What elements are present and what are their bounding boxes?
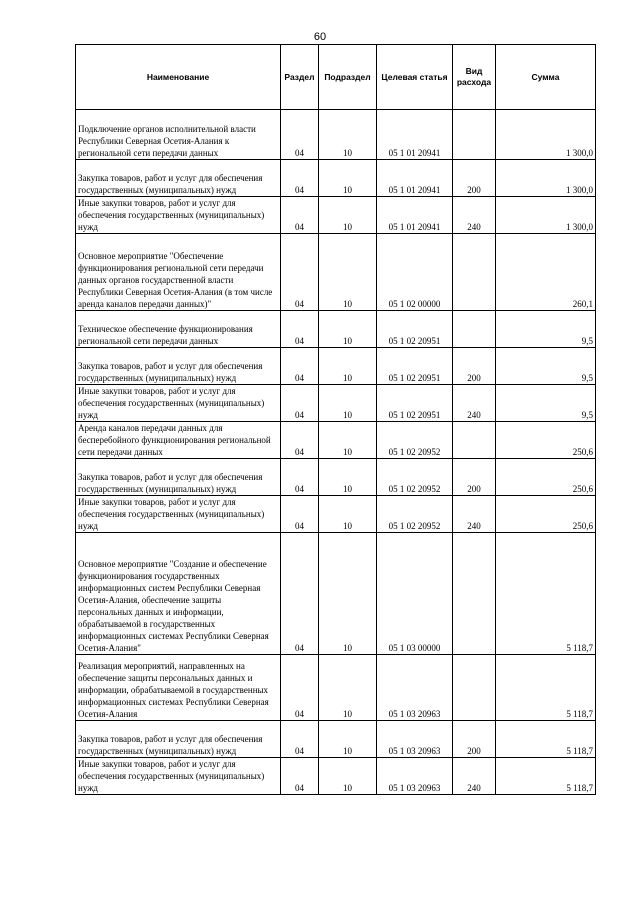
row-sum: 260,1 [496, 234, 596, 311]
table-row [76, 655, 596, 721]
row-vid [453, 655, 496, 721]
row-name: Закупка товаров, работ и услуг для обеспечения государственных (муниципальных) нужд [76, 459, 281, 496]
row-name: Иные закупки товаров, работ и услуг для обеспечения государственных (муниципальных) нужд [76, 385, 281, 422]
row-razdel: 04 [281, 197, 319, 234]
row-name: Подключение органов исполнительной власти Республики Северная Осетия-Алания к региональной сети передачи данных [76, 110, 281, 160]
row-sum: 250,6 [496, 422, 596, 459]
row-vid: 200 [453, 459, 496, 496]
row-name: Закупка товаров, работ и услуг для обеспечения государственных (муниципальных) нужд [76, 348, 281, 385]
header-target: Целевая статья [377, 45, 453, 110]
row-razdel: 04 [281, 496, 319, 533]
row-vid: 200 [453, 160, 496, 197]
table-row [76, 160, 596, 197]
row-podrazdel: 10 [319, 496, 377, 533]
row-name: Иные закупки товаров, работ и услуг для обеспечения государственных (муниципальных) нужд [76, 758, 281, 795]
row-podrazdel: 10 [319, 234, 377, 311]
row-target: 05 1 02 20952 [377, 496, 453, 533]
row-name: Закупка товаров, работ и услуг для обеспечения государственных (муниципальных) нужд [76, 160, 281, 197]
row-razdel: 04 [281, 160, 319, 197]
row-podrazdel: 10 [319, 311, 377, 348]
row-podrazdel: 10 [319, 721, 377, 758]
row-vid [453, 311, 496, 348]
row-razdel: 04 [281, 311, 319, 348]
row-name: Иные закупки товаров, работ и услуг для обеспечения государственных (муниципальных) нужд [76, 496, 281, 533]
row-vid: 200 [453, 721, 496, 758]
row-razdel: 04 [281, 758, 319, 795]
row-sum: 5 118,7 [496, 758, 596, 795]
row-razdel: 04 [281, 348, 319, 385]
row-podrazdel: 10 [319, 655, 377, 721]
row-target: 05 1 03 20963 [377, 758, 453, 795]
row-vid [453, 234, 496, 311]
row-target: 05 1 02 20951 [377, 348, 453, 385]
table-row [76, 348, 596, 385]
row-podrazdel: 10 [319, 197, 377, 234]
row-sum: 1 300,0 [496, 197, 596, 234]
row-sum: 1 300,0 [496, 160, 596, 197]
row-sum: 250,6 [496, 496, 596, 533]
row-podrazdel: 10 [319, 422, 377, 459]
row-target: 05 1 01 20941 [377, 160, 453, 197]
row-vid: 240 [453, 197, 496, 234]
table-row [76, 422, 596, 459]
row-vid [453, 533, 496, 655]
header-sum: Сумма [496, 45, 596, 110]
header-razdel: Раздел [281, 45, 319, 110]
header-row [76, 45, 596, 110]
row-target: 05 1 02 20952 [377, 459, 453, 496]
row-podrazdel: 10 [319, 160, 377, 197]
row-razdel: 04 [281, 533, 319, 655]
row-vid: 240 [453, 758, 496, 795]
table-row [76, 533, 596, 655]
row-name: Основное мероприятие "Создание и обеспечение функционирования государственных информационных систем Республики Северная Осетия-Алания, обеспечение защиты персональных данных и информации, обрабатываемой в государственных информационных системах Республики Северная Осетия-Алания" [76, 533, 281, 655]
row-target: 05 1 01 20941 [377, 197, 453, 234]
table-row [76, 234, 596, 311]
table-row [76, 197, 596, 234]
header-name: Наименование [76, 45, 281, 110]
table-row [76, 721, 596, 758]
row-name: Основное мероприятие "Обеспечение функционирования региональной сети передачи данных органов государственной власти Республики Северная Осетия-Алания (в том числе аренда каналов передачи данных)" [76, 234, 281, 311]
table-row [76, 385, 596, 422]
table-row [76, 110, 596, 160]
row-vid: 240 [453, 496, 496, 533]
row-vid: 240 [453, 385, 496, 422]
row-name: Закупка товаров, работ и услуг для обеспечения государственных (муниципальных) нужд [76, 721, 281, 758]
row-sum: 5 118,7 [496, 655, 596, 721]
row-vid [453, 110, 496, 160]
row-podrazdel: 10 [319, 758, 377, 795]
row-target: 05 1 02 20951 [377, 385, 453, 422]
row-target: 05 1 03 20963 [377, 655, 453, 721]
row-target: 05 1 03 00000 [377, 533, 453, 655]
table-row [76, 311, 596, 348]
row-razdel: 04 [281, 721, 319, 758]
row-razdel: 04 [281, 234, 319, 311]
budget-table [75, 44, 596, 795]
table-row [76, 496, 596, 533]
row-name: Иные закупки товаров, работ и услуг для обеспечения государственных (муниципальных) нужд [76, 197, 281, 234]
table-row [76, 459, 596, 496]
row-vid: 200 [453, 348, 496, 385]
header-vid: Вид расхода [453, 45, 496, 110]
row-target: 05 1 01 20941 [377, 110, 453, 160]
row-razdel: 04 [281, 110, 319, 160]
row-razdel: 04 [281, 459, 319, 496]
row-sum: 250,6 [496, 459, 596, 496]
row-podrazdel: 10 [319, 459, 377, 496]
row-target: 05 1 02 00000 [377, 234, 453, 311]
row-sum: 9,5 [496, 385, 596, 422]
row-target: 05 1 02 20951 [377, 311, 453, 348]
row-vid [453, 422, 496, 459]
row-podrazdel: 10 [319, 348, 377, 385]
row-target: 05 1 02 20952 [377, 422, 453, 459]
row-target: 05 1 03 20963 [377, 721, 453, 758]
row-sum: 9,5 [496, 311, 596, 348]
row-sum: 1 300,0 [496, 110, 596, 160]
row-razdel: 04 [281, 385, 319, 422]
row-razdel: 04 [281, 655, 319, 721]
page-number: 60 [313, 31, 327, 43]
row-razdel: 04 [281, 422, 319, 459]
row-sum: 5 118,7 [496, 533, 596, 655]
row-sum: 9,5 [496, 348, 596, 385]
row-name: Техническое обеспечение функционирования региональной сети передачи данных [76, 311, 281, 348]
header-podrazdel: Подраздел [319, 45, 377, 110]
table-row [76, 758, 596, 795]
row-name: Реализация мероприятий, направленных на обеспечение защиты персональных данных и информации, обрабатываемой в государственных информационных системах Республики Северная Осетия-Алания [76, 655, 281, 721]
row-podrazdel: 10 [319, 533, 377, 655]
row-podrazdel: 10 [319, 110, 377, 160]
row-sum: 5 118,7 [496, 721, 596, 758]
row-name: Аренда каналов передачи данных для бесперебойного функционирования региональной сети передачи данных [76, 422, 281, 459]
row-podrazdel: 10 [319, 385, 377, 422]
